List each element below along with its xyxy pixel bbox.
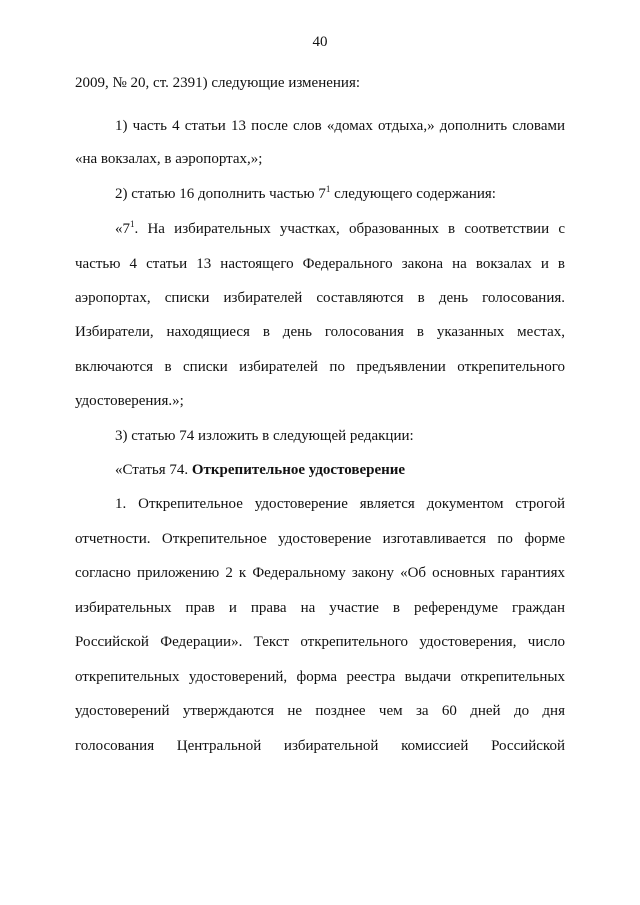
text-line: «на вокзалах, в аэропортах,»; — [75, 151, 263, 167]
text-line — [115, 184, 565, 204]
text-line: открепительных удостоверений, форма реестра выдачи открепительных — [75, 669, 565, 685]
text-segment: . На избирательных участках, образованных в соответствии с — [134, 221, 565, 237]
superscript: 1 — [325, 184, 331, 194]
text-line: Избиратели, находящиеся в день голосования в указанных местах, — [75, 324, 565, 340]
text-line: 1. Открепительное удостоверение является документом строгой — [115, 496, 565, 512]
text-line: удостоверений утверждаются не позднее чем за 60 дней до дня — [75, 703, 565, 719]
text-line — [115, 219, 565, 239]
text-line: отчетности. Открепительное удостоверение изготавливается по форме — [75, 531, 565, 547]
text-line: голосования Центральной избирательной комиссией Российской — [75, 738, 565, 754]
text-line: согласно приложению 2 к Федеральному закону «Об основных гарантиях — [75, 565, 565, 581]
text-segment: следующего содержания: — [330, 186, 496, 202]
text-line: 3) статью 74 изложить в следующей редакции: — [115, 428, 414, 444]
article-heading — [115, 460, 565, 480]
text-segment: 2) статью 16 дополнить частью 7 — [115, 186, 326, 202]
text-line: 2009, № 20, ст. 2391) следующие изменения: — [75, 75, 361, 91]
text-line: Российской Федерации». Текст открепительного удостоверения, число — [75, 634, 565, 650]
text-line: удостоверения.»; — [75, 393, 184, 409]
page-number: 40 — [312, 34, 328, 50]
article-number: «Статья 74. — [115, 462, 192, 478]
text-line: 1) часть 4 статьи 13 после слов «домах отдыха,» дополнить словами — [115, 118, 565, 134]
text-line: частью 4 статьи 13 настоящего Федерального закона на вокзалах и в — [75, 256, 565, 272]
text-line: включаются в списки избирателей по предъявлении открепительного — [75, 359, 565, 375]
text-line: аэропортах, списки избирателей составляются в день голосования. — [75, 290, 565, 306]
article-title: Открепительное удостоверение — [191, 462, 406, 478]
text-segment: «7 — [115, 221, 130, 237]
superscript: 1 — [130, 219, 135, 229]
text-line: избирательных прав и права на участие в референдуме граждан — [75, 600, 565, 616]
